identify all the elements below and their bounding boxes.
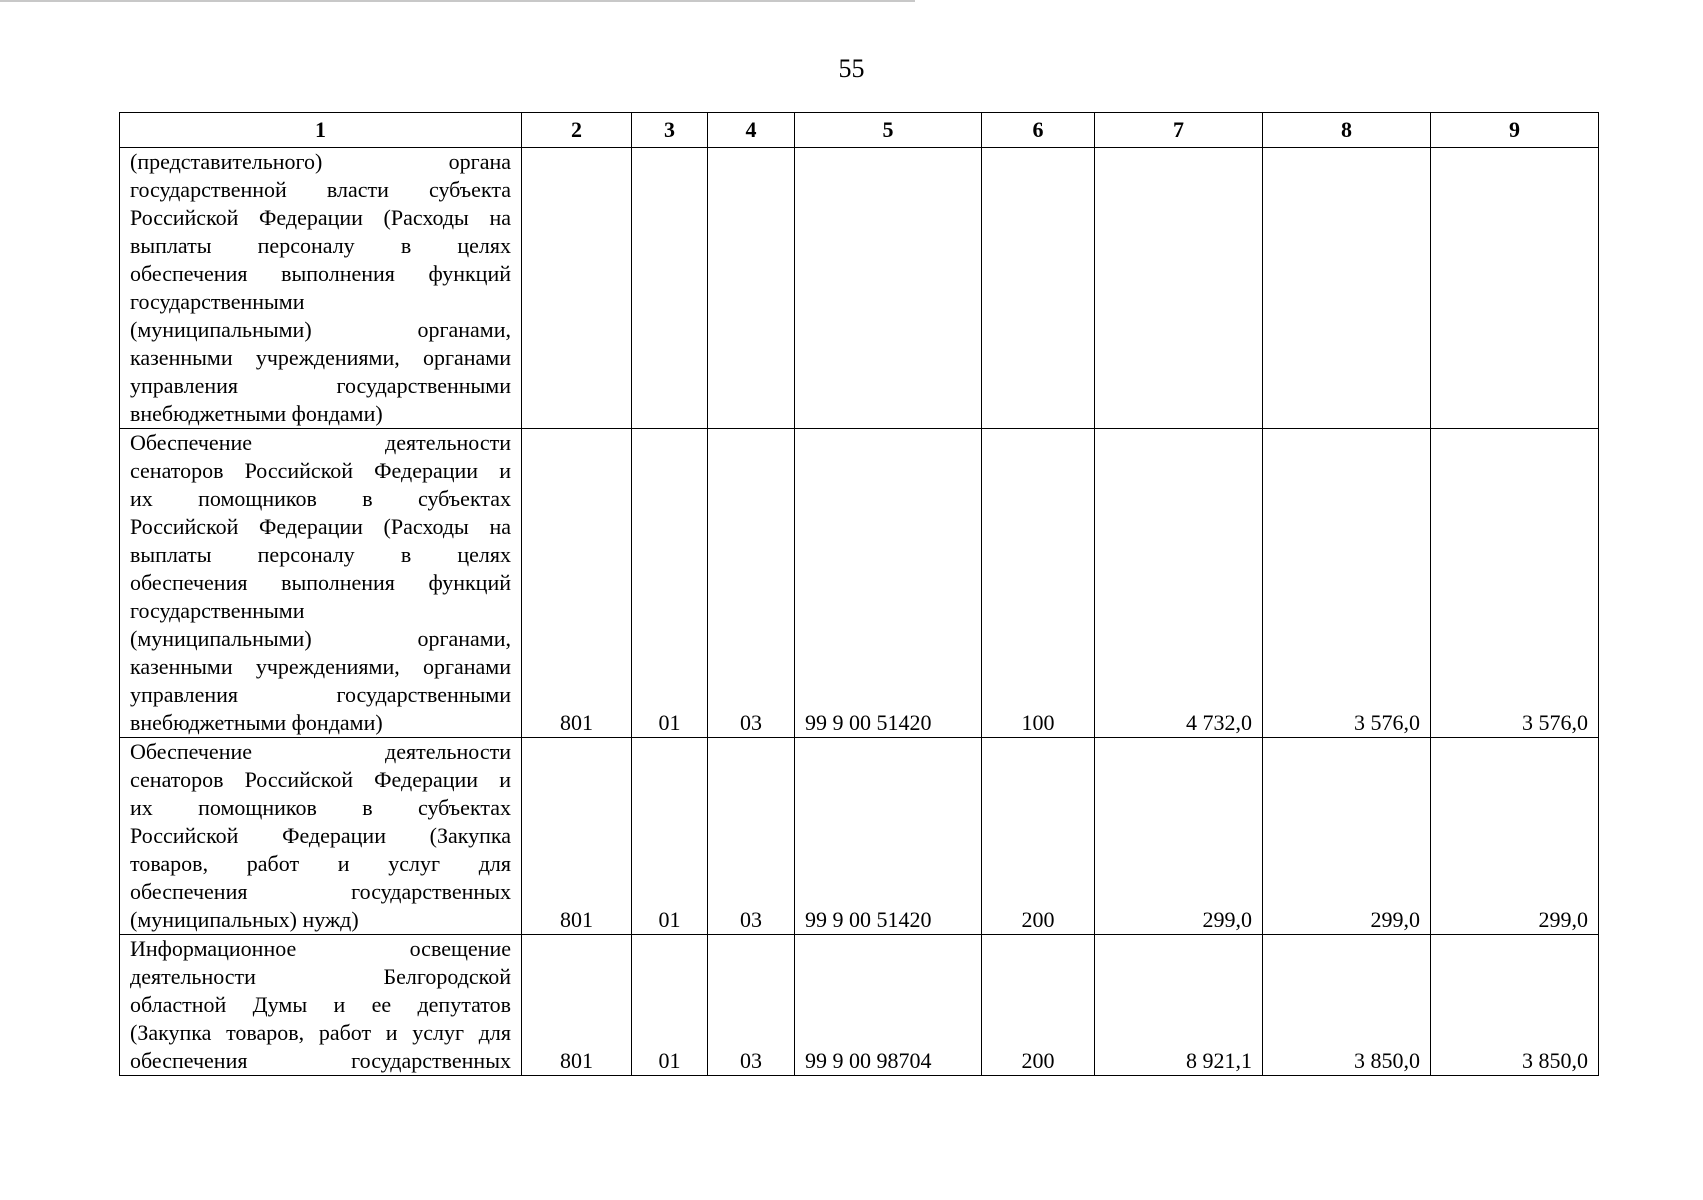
column-header-3: 3 [632,113,708,148]
description-line: Информационное освещение [130,936,511,961]
cell-col5 [795,148,982,429]
cell-col3: 01 [632,429,708,738]
description-line: внебюджетными фондами) [130,710,383,735]
description-line: сенаторов Российской Федерации и [130,767,511,792]
description-line: государственными [130,289,305,314]
cell-col8 [1263,148,1431,429]
description-line: (муниципальных) нужд) [130,907,359,932]
cell-col4 [708,148,795,429]
cell-col2: 801 [522,738,632,935]
description-line: выплаты персоналу в целях [130,233,511,258]
description-line: деятельности Белгородской [130,964,511,989]
description-line: Обеспечение деятельности [130,739,511,764]
cell-col9: 3 576,0 [1431,429,1599,738]
table-row [120,935,1599,1076]
description-line: их помощников в субъектах [130,486,511,511]
scan-artifact-line [0,0,915,2]
description-line: их помощников в субъектах [130,795,511,820]
description-line: областной Думы и ее депутатов [130,992,511,1017]
cell-col7: 4 732,0 [1095,429,1263,738]
column-header-9: 9 [1431,113,1599,148]
cell-col5: 99 9 00 51420 [795,738,982,935]
table-row [120,429,1599,738]
cell-col2: 801 [522,935,632,1076]
description-line: обеспечения выполнения функций [130,570,511,595]
description-line: Обеспечение деятельности [130,430,511,455]
column-header-1: 1 [120,113,522,148]
header-row [120,113,1599,148]
cell-col7: 299,0 [1095,738,1263,935]
column-header-6: 6 [982,113,1095,148]
description-line: Российской Федерации (Закупка [130,823,511,848]
description-line: товаров, работ и услуг для [130,851,511,876]
table-row [120,738,1599,935]
description-line: управления государственными [130,682,511,707]
description-line: Российской Федерации (Расходы на [130,205,511,230]
cell-col7: 8 921,1 [1095,935,1263,1076]
description-line: (муниципальными) органами, [130,317,511,342]
cell-col3: 01 [632,935,708,1076]
column-header-8: 8 [1263,113,1431,148]
cell-col8: 299,0 [1263,738,1431,935]
description-line: управления государственными [130,373,511,398]
row-description [120,935,522,1076]
row-description [120,148,522,429]
cell-col8: 3 850,0 [1263,935,1431,1076]
description-line: выплаты персоналу в целях [130,542,511,567]
cell-col6 [982,148,1095,429]
cell-col3: 01 [632,738,708,935]
description-line: сенаторов Российской Федерации и [130,458,511,483]
description-line: обеспечения выполнения функций [130,261,511,286]
column-header-7: 7 [1095,113,1263,148]
cell-col8: 3 576,0 [1263,429,1431,738]
cell-col2: 801 [522,429,632,738]
table-row [120,148,1599,429]
description-line: (муниципальными) органами, [130,626,511,651]
column-header-5: 5 [795,113,982,148]
description-line: (Закупка товаров, работ и услуг для [130,1020,511,1045]
description-line: обеспечения государственных [130,879,511,904]
description-line: казенными учреждениями, органами [130,345,511,370]
cell-col9 [1431,148,1599,429]
column-header-2: 2 [522,113,632,148]
budget-table [119,112,1599,1076]
cell-col7 [1095,148,1263,429]
cell-col4: 03 [708,429,795,738]
cell-col6: 200 [982,738,1095,935]
page-number: 55 [838,54,865,83]
cell-col6: 100 [982,429,1095,738]
cell-col6: 200 [982,935,1095,1076]
description-line: внебюджетными фондами) [130,401,383,426]
row-description [120,429,522,738]
description-line: Российской Федерации (Расходы на [130,514,511,539]
description-line: казенными учреждениями, органами [130,654,511,679]
cell-col4: 03 [708,738,795,935]
cell-col9: 3 850,0 [1431,935,1599,1076]
cell-col4: 03 [708,935,795,1076]
cell-col9: 299,0 [1431,738,1599,935]
description-line: государственными [130,598,305,623]
description-line: (представительного) органа [130,149,511,174]
description-line: государственной власти субъекта [130,177,511,202]
cell-col3 [632,148,708,429]
row-description [120,738,522,935]
cell-col2 [522,148,632,429]
description-line: обеспечения государственных [130,1048,511,1073]
cell-col5: 99 9 00 51420 [795,429,982,738]
cell-col5: 99 9 00 98704 [795,935,982,1076]
column-header-4: 4 [708,113,795,148]
